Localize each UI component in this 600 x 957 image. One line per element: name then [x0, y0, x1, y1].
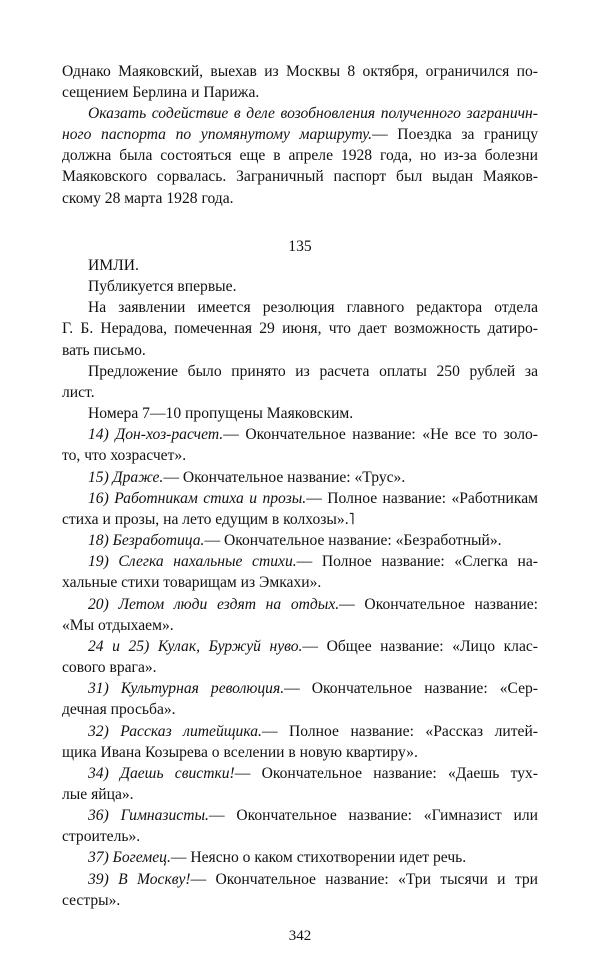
note-line — [88, 722, 538, 742]
note-text: «Мы отдыхаем». — [62, 617, 174, 634]
note-line — [62, 785, 538, 805]
note-line — [62, 616, 538, 636]
note-text: — Окончательное название: «Безработный». — [204, 532, 502, 549]
note-title: 36) Гимназисты. — [88, 807, 209, 824]
text-span: Публикуется впервые. — [88, 278, 237, 295]
note-text: сестры». — [62, 892, 121, 909]
page-number: 342 — [288, 928, 312, 944]
text-line — [62, 167, 538, 187]
note-text: — Окончательное название: «Сер- — [284, 680, 538, 697]
note-title: 31) Культурная революция. — [88, 680, 285, 697]
note-text: — Окончательное название: «Гимназист или — [208, 807, 538, 824]
note-line — [88, 637, 538, 657]
note-title: 37) Богемец. — [88, 849, 171, 866]
note-text: — Полное название: «Работникам — [306, 490, 538, 507]
text-span: Предложение было принято из расчета оплаты 250 рублей за — [88, 363, 538, 380]
text-span: Однако Маяковский, выехав из Москвы 8 октября, ограничился по- — [62, 63, 538, 80]
note-title: 39) В Москву! — [88, 871, 191, 888]
note-line — [88, 595, 538, 615]
note-line — [62, 827, 538, 847]
text-line — [88, 298, 538, 318]
note-text: — Окончательное название: «Трус». — [163, 469, 406, 486]
note-title: 19) Слегка нахальные стихи. — [88, 553, 297, 570]
note-title: 16) Работникам стиха и прозы. — [88, 490, 307, 507]
note-title: 15) Драже. — [88, 469, 164, 486]
text-line — [88, 277, 538, 297]
note-line — [88, 425, 538, 445]
note-title: 24 и 25) Кулак, Буржуй нуво. — [88, 638, 303, 655]
note-line — [88, 806, 538, 826]
note-line — [62, 658, 538, 678]
note-line — [88, 679, 538, 699]
note-line — [88, 531, 538, 551]
text-line — [62, 62, 538, 82]
note-text: — Окончательное название: «Не все то золо- — [223, 426, 539, 443]
section-number: 135 — [288, 238, 312, 255]
text-line — [62, 341, 538, 361]
note-text: стиха и прозы, на лето едущим в колхозы».˥ — [62, 511, 355, 528]
note-line — [88, 489, 538, 509]
text-line — [88, 404, 538, 424]
text-line — [62, 125, 538, 145]
text-span: ИМЛИ. — [88, 257, 139, 274]
text-span: Г. Б. Нерадова, помеченная 29 июня, что дает возможность датиро- — [62, 320, 538, 337]
note-text: — Окончательное название: «Три тысячи и три — [190, 871, 538, 888]
note-line — [88, 468, 538, 488]
note-title: 14) Дон-хоз-расчет. — [88, 426, 224, 443]
text-line — [62, 146, 538, 166]
text-span: На заявлении имеется резолюция главного редактора отдела — [88, 299, 538, 316]
note-text: то, что хозрасчет». — [62, 447, 187, 464]
text-span: лист. — [62, 384, 95, 401]
note-text: — Неясно о каком стихотворении идет речь. — [170, 849, 467, 866]
note-text: — Полное название: «Рассказ литей- — [261, 723, 538, 740]
note-text: — Общее название: «Лицо клас- — [302, 638, 539, 655]
note-line — [62, 573, 538, 593]
source-line — [88, 256, 538, 276]
note-text: лые яйца». — [62, 786, 134, 803]
note-text: — Окончательное название: «Даешь тух- — [234, 765, 539, 782]
note-title: 20) Летом люди ездят на отдых. — [88, 596, 340, 613]
note-title: 34) Даешь свистки! — [88, 765, 235, 782]
note-text: сового врага». — [62, 659, 157, 676]
text-line — [62, 319, 538, 339]
note-text: щика Ивана Козырева о вселении в новую квартиру». — [62, 744, 418, 761]
text-span: скому 28 марта 1928 года. — [62, 190, 234, 207]
note-line — [88, 848, 538, 868]
italic-span: Оказать содействие в деле возобновления полученного заграничн- — [88, 105, 538, 122]
text-span: вать письмо. — [62, 342, 146, 359]
text-span: Номера 7—10 пропущены Маяковским. — [88, 405, 354, 422]
text-line — [62, 383, 538, 403]
note-title: 18) Безработица. — [88, 532, 205, 549]
note-line — [88, 764, 538, 784]
note-text: строитель». — [62, 828, 141, 845]
note-line — [88, 552, 538, 572]
note-text: — Окончательное название: — [339, 596, 538, 613]
note-line — [62, 510, 538, 530]
note-line — [62, 743, 538, 763]
text-span: должна была состояться еще в апреле 1928 года, но из-за болезни — [62, 147, 538, 164]
note-line — [88, 870, 538, 890]
text-span: — Поездка за границу — [372, 126, 538, 143]
text-line — [88, 104, 538, 124]
note-line — [62, 446, 538, 466]
note-title: 32) Рассказ литейщика. — [88, 723, 262, 740]
text-span: Маяковского сорвалась. Заграничный паспорт был выдан Маяков- — [62, 168, 538, 185]
note-text: — Полное название: «Слегка на- — [296, 553, 538, 570]
text-line — [62, 83, 538, 103]
text-line — [88, 362, 538, 382]
note-line — [62, 891, 538, 911]
text-span: сещением Берлина и Парижа. — [62, 84, 260, 101]
italic-span: ного паспорта по упомянутому маршруту. — [62, 126, 373, 143]
note-text: дечная просьба». — [62, 701, 176, 718]
note-line — [62, 700, 538, 720]
text-line — [62, 189, 538, 209]
note-text: хальные стихи товарищам из Эмкахи». — [62, 574, 322, 591]
